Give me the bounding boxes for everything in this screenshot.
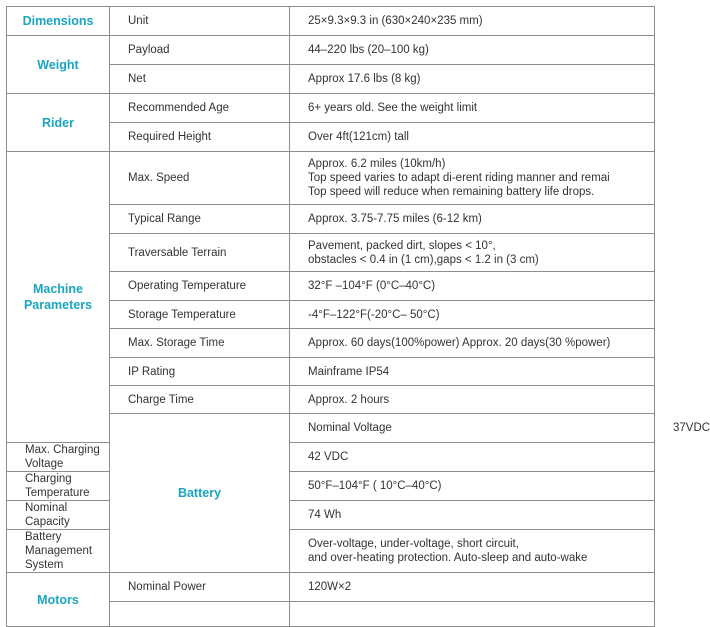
table-row bbox=[7, 501, 655, 530]
spec-label: Battery Management System bbox=[7, 530, 110, 573]
table-row: Battery Nominal Voltage 37VDC bbox=[7, 414, 655, 443]
spec-value bbox=[290, 234, 655, 272]
empty-cell bbox=[110, 602, 290, 627]
table-row bbox=[7, 472, 655, 501]
spec-label: Recommended Age bbox=[110, 94, 290, 123]
spec-value: Approx. 60 days(100%power) Approx. 20 days(30 %power) bbox=[290, 329, 655, 358]
spec-value-line: Pavement, packed dirt, slopes < 10°, bbox=[308, 239, 496, 252]
spec-value: Mainframe IP54 bbox=[290, 358, 655, 386]
spec-value-line: Top speed varies to adapt di-erent riding manner and remai bbox=[308, 172, 610, 184]
table-row bbox=[7, 152, 655, 205]
spec-value: 42 VDC bbox=[290, 443, 655, 472]
spec-value: 50°F–104°F ( 10°C–40°C) bbox=[290, 472, 655, 501]
spec-value: 74 Wh bbox=[290, 501, 655, 530]
table-row bbox=[7, 443, 655, 472]
spec-label: Traversable Terrain bbox=[110, 234, 290, 272]
spec-label: Max. Storage Time bbox=[110, 329, 290, 358]
spec-value bbox=[290, 152, 655, 205]
spec-value: Over 4ft(121cm) tall bbox=[290, 123, 655, 152]
category-battery: Battery bbox=[110, 414, 290, 573]
category-weight: Weight bbox=[7, 36, 110, 94]
spec-value: 6+ years old. See the weight limit bbox=[290, 94, 655, 123]
spec-label: Max. Charging Voltage bbox=[7, 443, 110, 472]
table-row bbox=[7, 36, 655, 65]
spec-value-line: Over-voltage, under-voltage, short circuit, bbox=[308, 538, 519, 550]
spec-label: Operating Temperature bbox=[110, 272, 290, 301]
category-motors: Motors bbox=[7, 573, 110, 627]
spec-value-line: and over-heating protection. Auto-sleep and auto-wake bbox=[308, 552, 588, 564]
spec-value: Approx 17.6 lbs (8 kg) bbox=[290, 65, 655, 94]
spec-label: Charging Temperature bbox=[7, 472, 110, 501]
spec-label: Net bbox=[110, 65, 290, 94]
specifications-table bbox=[6, 6, 710, 627]
spec-value bbox=[290, 530, 655, 573]
spec-label: Required Height bbox=[110, 123, 290, 152]
spec-value: 25×9.3×9.3 in (630×240×235 mm) bbox=[290, 7, 655, 36]
spec-value: Approx. 2 hours bbox=[290, 386, 655, 414]
spec-label: Storage Temperature bbox=[110, 301, 290, 329]
spec-label: Typical Range bbox=[110, 205, 290, 234]
empty-cell bbox=[290, 602, 655, 627]
spec-value-line: obstacles < 0.4 in (1 cm),gaps < 1.2 in (3 cm) bbox=[308, 253, 539, 266]
spec-label: Charge Time bbox=[110, 386, 290, 414]
category-machine-parameters bbox=[7, 152, 110, 443]
spec-label: IP Rating bbox=[110, 358, 290, 386]
spec-value: Approx. 3.75-7.75 miles (6-12 km) bbox=[290, 205, 655, 234]
spec-label: Payload bbox=[110, 36, 290, 65]
spec-label: Nominal Voltage bbox=[290, 414, 655, 443]
spec-value-line: Approx. 6.2 miles (10km/h) bbox=[308, 158, 446, 170]
spec-value-line: Top speed will reduce when remaining battery life drops. bbox=[308, 186, 595, 198]
table-row bbox=[7, 573, 655, 602]
table-row bbox=[7, 94, 655, 123]
spec-label: Max. Speed bbox=[110, 152, 290, 205]
spec-label: Unit bbox=[110, 7, 290, 36]
table-row bbox=[7, 530, 655, 573]
spec-label: Nominal Capacity bbox=[7, 501, 110, 530]
category-machine-line-2: Parameters bbox=[23, 298, 93, 312]
spec-value: 120W×2 bbox=[290, 573, 655, 602]
category-rider: Rider bbox=[7, 94, 110, 152]
spec-value: 32°F –104°F (0°C–40°C) bbox=[290, 272, 655, 301]
spec-value: -4°F–122°F(-20°C– 50°C) bbox=[290, 301, 655, 329]
table-row bbox=[7, 7, 655, 36]
category-dimensions: Dimensions bbox=[7, 7, 110, 36]
category-machine-line-1: Machine bbox=[32, 282, 83, 296]
spec-label: Nominal Power bbox=[110, 573, 290, 602]
spec-value: 44–220 lbs (20–100 kg) bbox=[290, 36, 655, 65]
